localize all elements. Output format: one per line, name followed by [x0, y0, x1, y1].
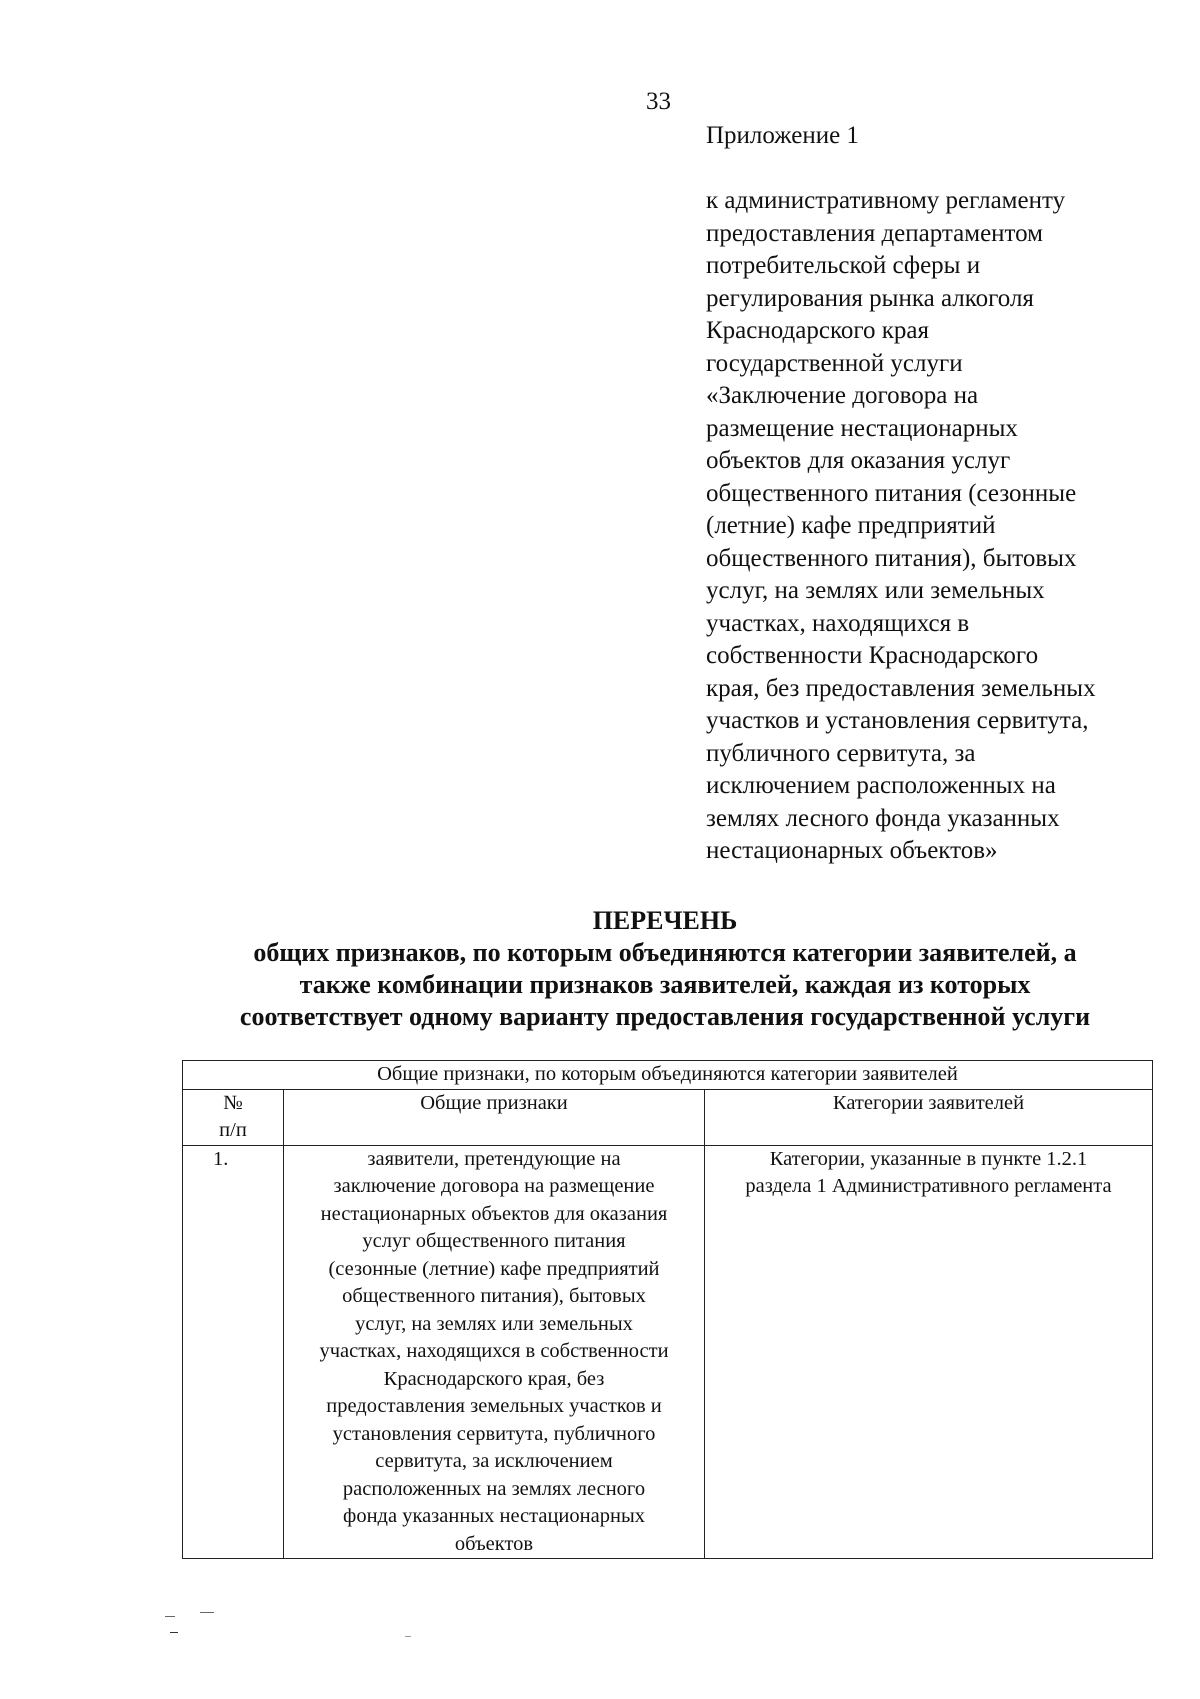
- row-features-line: участках, находящихся в собственности: [319, 1340, 669, 1362]
- row-categories-line: раздела 1 Административного регламента: [745, 1175, 1112, 1197]
- row-features-line: объектов: [454, 1532, 534, 1555]
- appendix-line: нестационарных объектов»: [706, 837, 998, 864]
- appendix-line: потребительской сферы и: [706, 252, 981, 279]
- row-features-line: расположенных на землях лесного: [342, 1477, 646, 1500]
- appendix-line: Краснодарского края: [706, 317, 929, 344]
- appendix-line: землях лесного фонда указанных: [706, 804, 1060, 832]
- column-header-features: Общие признаки: [284, 1089, 705, 1145]
- row-features-line: услуг, на землях или земельных: [355, 1312, 633, 1335]
- appendix-line: к административному регламенту: [706, 187, 1066, 214]
- scan-artifact: [170, 1632, 178, 1633]
- heading-subtitle-line: общих признаков, по которым объединяются категории заявителей, а: [253, 938, 1077, 967]
- appendix-line: регулирования рынка алкоголя: [706, 284, 1034, 312]
- appendix-line: участках, находящихся в: [706, 609, 970, 637]
- page-number: 33: [646, 88, 671, 115]
- table-group-header: Общие признаки, по которым объединяются категории заявителей: [183, 1061, 1153, 1090]
- table-row: [183, 1145, 1153, 1559]
- heading-title: ПЕРЕЧЕНЬ: [592, 906, 738, 935]
- scan-artifact: [165, 1616, 175, 1617]
- row-features-line: установления сервитута, публичного: [332, 1422, 656, 1445]
- row-features-line: заявители, претендующие на: [367, 1147, 621, 1170]
- appendix-line: общественного питания), бытовых: [706, 544, 1077, 572]
- appendix-line: общественного питания (сезонные: [706, 479, 1077, 507]
- heading-subtitle-line: соответствует одному варианту предоставления государственной услуги: [239, 1002, 1091, 1031]
- heading-subtitle-line: также комбинации признаков заявителей, каждая из которых: [299, 970, 1031, 999]
- criteria-table: [182, 1060, 1153, 1559]
- appendix-line: публичного сервитута, за: [706, 739, 976, 767]
- table-group-header-row: [183, 1061, 1153, 1090]
- row-features: [284, 1145, 705, 1559]
- row-features-line: услуг общественного питания: [362, 1230, 626, 1252]
- document-heading: [150, 905, 1180, 1033]
- row-features-line: фонда указанных нестационарных: [343, 1505, 645, 1527]
- row-features-line: нестационарных объектов для оказания: [320, 1202, 668, 1225]
- row-features-line: предоставления земельных участков и: [326, 1395, 662, 1417]
- column-header-number-line: №: [223, 1091, 243, 1114]
- appendix-body: [706, 185, 1176, 868]
- appendix-line: «Заключение договора на: [706, 382, 979, 409]
- scan-artifact: [405, 1636, 411, 1637]
- row-features-line: общественного питания), бытовых: [342, 1285, 646, 1307]
- appendix-line: предоставления департаментом: [706, 219, 1043, 247]
- appendix-line: государственной услуги: [706, 349, 963, 377]
- appendix-line: размещение нестационарных: [706, 414, 1018, 442]
- row-features-line: Краснодарского края, без: [383, 1367, 605, 1390]
- scan-artifact: [200, 1612, 214, 1613]
- row-features-line: сервитута, за исключением: [375, 1450, 613, 1472]
- appendix-line: исключением расположенных на: [706, 772, 1056, 799]
- column-header-number: [183, 1089, 284, 1145]
- row-features-line: (сезонные (летние) кафе предприятий: [328, 1257, 660, 1280]
- column-header-number-line: п/п: [219, 1119, 247, 1141]
- column-header-categories: Категории заявителей: [705, 1089, 1153, 1145]
- appendix-line: (летние) кафе предприятий: [706, 512, 996, 539]
- row-features-line: заключение договора на размещение: [333, 1175, 655, 1197]
- appendix-line: собственности Краснодарского: [706, 642, 1039, 669]
- appendix-title: Приложение 1: [706, 122, 859, 149]
- row-categories: [705, 1145, 1153, 1559]
- appendix-line: участков и установления сервитута,: [706, 707, 1089, 734]
- appendix-line: края, без предоставления земельных: [706, 674, 1096, 702]
- row-categories-line: Категории, указанные в пункте 1.2.1: [769, 1147, 1088, 1170]
- appendix-line: объектов для оказания услуг: [706, 447, 1011, 474]
- table-column-header-row: [183, 1089, 1153, 1145]
- appendix-line: услуг, на землях или земельных: [706, 577, 1045, 604]
- row-number: 1.: [183, 1145, 284, 1559]
